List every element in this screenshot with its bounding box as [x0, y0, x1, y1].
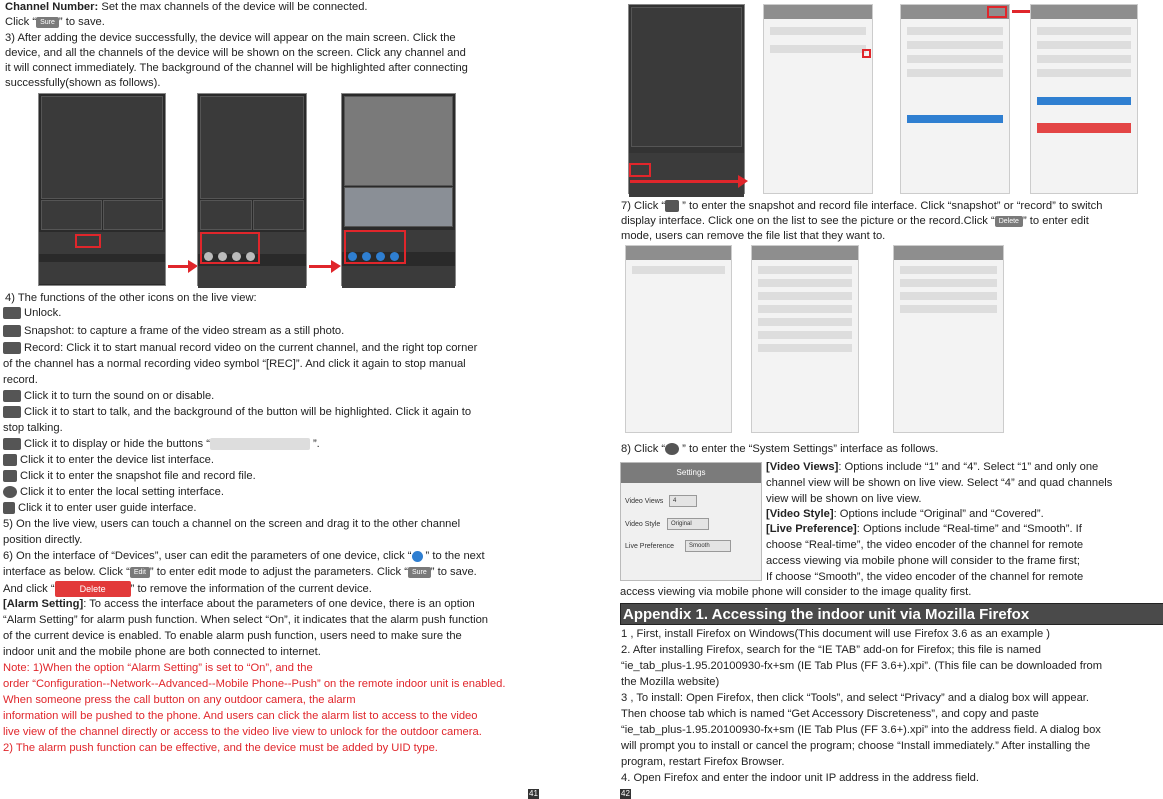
step7-line3: mode, users can remove the file list that they want to. [621, 230, 886, 242]
text: ” to save. [430, 566, 477, 578]
list-row [900, 305, 997, 313]
snaprec-line [3, 469, 256, 483]
text: Unlock. [24, 307, 62, 319]
snapshot-list-screenshot [625, 245, 732, 433]
text: ” to remove the information of the current device. [130, 582, 372, 595]
form-row [1037, 27, 1131, 35]
highlight-box [629, 163, 651, 177]
note-line5: live view of the channel directly or access to the video live view to unlock for the outdoor camera. [3, 726, 482, 738]
video-channel-cell [253, 200, 304, 230]
appendix-heading: Appendix 1. Accessing the indoor unit via Mozilla Firefox [620, 603, 1163, 625]
folder-icon [665, 200, 679, 212]
channel-number-selector [907, 115, 1003, 123]
live-view-screenshot-4 [628, 4, 745, 194]
form-row [907, 41, 1003, 49]
devlist-line [3, 453, 214, 467]
note-line3: When someone press the call button on any outdoor camera, the alarm [3, 694, 356, 706]
live-pref-line1 [766, 522, 1082, 536]
record-line2: of the channel has a normal recording video symbol “[REC]”. And click it again to stop manual [3, 358, 466, 370]
list-row [770, 27, 866, 35]
list-row [770, 45, 866, 53]
right-page [580, 0, 1163, 799]
text: display interface. Click one on the list to see the picture or the record.Click “ [621, 215, 995, 227]
video-style-line [766, 507, 1044, 521]
list-row [758, 318, 852, 326]
video-channel-cell [41, 200, 102, 230]
toolbar-row [39, 262, 165, 284]
save-instruction [5, 15, 105, 29]
video-channel-cell [200, 96, 304, 199]
alarm-line3: of the current device is enabled. To enable alarm push function, users need to make sure the [3, 630, 462, 642]
text: Click it to display or hide the buttons “ [24, 438, 210, 450]
alarm-line1 [3, 597, 475, 611]
text: ” to save. [58, 16, 105, 28]
record-line1 [3, 341, 477, 355]
text: Snapshot: to capture a frame of the video stream as a still photo. [24, 325, 345, 337]
text: Click it to enter the device list interface. [20, 454, 215, 466]
text: 8) Click “ [621, 443, 666, 455]
delete-button-image: Delete [55, 581, 131, 597]
alarm-line2: “Alarm Setting” for alarm push function. When select “On”, it indicates that the alarm push function [3, 614, 489, 626]
channel-number-label: Channel Number: [5, 1, 99, 13]
step7-line2 [621, 214, 1089, 228]
text: Click it to enter user guide interface. [18, 502, 197, 514]
video-style-label: Video Style [625, 521, 661, 528]
toolbar-row [342, 266, 455, 288]
title-bar [626, 246, 731, 260]
talk-phone-icon [3, 406, 21, 418]
text: Click it to enter the snapshot file and record file. [20, 470, 256, 482]
list-row [758, 344, 852, 352]
appendix-step1: 1 , First, install Firefox on Windows(This document will use Firefox 3.6 as an example ) [621, 628, 1051, 640]
appendix-step3-line3: “ie_tab_plus-1.95.20100930-fx+sm (IE Tab Plus (FF 3.6+).xpi” into the address field. A dialog box [621, 724, 1101, 736]
title-bar [752, 246, 858, 260]
title-bar [764, 5, 872, 19]
toolbar-row [39, 232, 165, 254]
step8-line [621, 442, 938, 456]
step3-line3: it will connect immediately. The background of the channel will be highlighted after connecting [5, 62, 468, 74]
step3-line4: successfully(shown as follows). [5, 77, 161, 89]
talk-line2: stop talking. [3, 422, 63, 434]
left-page [0, 0, 575, 799]
note-line1: Note: 1)When the option “Alarm Setting” is set to “On”, and the [3, 662, 313, 674]
sound-line [3, 389, 214, 403]
video-channel-cell [344, 96, 453, 186]
text: ” to enter edit mode to adjust the parameters. Click “ [149, 566, 408, 578]
channel-number-paragraph [5, 0, 368, 14]
localset-line [3, 485, 224, 499]
alarm-line4: indoor unit and the mobile phone are both connected to internet. [3, 646, 321, 658]
step3-line1: 3) After adding the device successfully, the device will appear on the main screen. Click the [5, 32, 456, 44]
appendix-step3-line5: program, restart Firefox Browser. [621, 756, 785, 768]
sure-button-image: Sure [408, 567, 431, 578]
form-row [1037, 69, 1131, 77]
live-view-screenshot-2 [197, 93, 307, 286]
delete-button-image: Delete [995, 216, 1023, 227]
text: ” to enter the “System Settings” interface as follows. [682, 443, 939, 455]
text: : Options include “Original” and “Covered”. [833, 508, 1044, 520]
text: 6) On the interface of “Devices”, user can edit the parameters of one device, click “ [3, 550, 412, 562]
form-row [907, 69, 1003, 77]
list-row [758, 292, 852, 300]
step5-line2: position directly. [3, 534, 83, 546]
video-views-label: Video Views [625, 498, 664, 505]
live-view-screenshot-1 [38, 93, 166, 286]
step3-line2: device, and all the channels of the device will be shown on the screen. Click any channel and [5, 47, 466, 59]
live-pref-line3: access viewing via mobile phone will consider to the frame first; [766, 555, 1081, 567]
highlight-box [344, 230, 406, 264]
edit-button-image: Edit [130, 567, 150, 578]
text: [Video Style] [766, 508, 834, 520]
video-channel-cell [200, 200, 252, 230]
video-views-line3: view will be shown on live view. [766, 493, 922, 505]
arrow-icon [309, 265, 333, 268]
unlock-line [3, 306, 61, 320]
text: 7) Click “ [621, 200, 666, 212]
page-number: 41 [529, 789, 538, 798]
list-row [758, 279, 852, 287]
text: Click it to turn the sound on or disable. [24, 390, 215, 402]
note-line2: order “Configuration--Network--Advanced--Mobile Phone--Push” on the remote indoor unit is enabled. [3, 678, 506, 690]
page-number: 42 [621, 789, 630, 798]
list-row [900, 292, 997, 300]
text: ” to enter edit [1022, 215, 1089, 227]
record-list-screenshot [751, 245, 859, 433]
live-preference-select: Smooth [685, 540, 731, 552]
note-line4: information will be pushed to the phone. And users can click the alarm list to access to the video [3, 710, 478, 722]
appendix-step2-line3: the Mozilla website) [621, 676, 720, 688]
arrow-icon [630, 180, 740, 183]
live-pref-line4: If choose “Smooth”, the video encoder of the channel for remote [766, 571, 1084, 583]
more-line [3, 437, 320, 451]
text: [Live Preference] [766, 523, 857, 535]
highlight-box [862, 49, 871, 58]
form-row [907, 55, 1003, 63]
talk-line1 [3, 405, 471, 419]
live-preference-label: Live Preference [625, 543, 675, 550]
list-row [758, 266, 852, 274]
more-dots-icon [3, 438, 21, 450]
arrow-icon [168, 265, 190, 268]
delete-bar [1037, 123, 1131, 133]
device-save-screenshot [1030, 4, 1138, 194]
arrow-circle-icon [412, 551, 423, 562]
step6-line1 [3, 549, 485, 563]
step6-line2 [3, 565, 477, 579]
appendix-step2-line2: “ie_tab_plus-1.95.20100930-fx+sm (IE Tab Plus (FF 3.6+).xpi”. (This file can be downloaded from [621, 660, 1103, 672]
record-line3: record. [3, 374, 38, 386]
video-views-line1 [766, 460, 1098, 474]
text: : Options include “Real-time” and “Smooth”. If [856, 523, 1082, 535]
text: : To access the interface about the parameters of one device, there is an option [83, 598, 475, 610]
sure-button-image: Sure [36, 17, 59, 28]
form-row [907, 27, 1003, 35]
toolbar-row [198, 266, 306, 288]
step6-line3 [3, 581, 372, 597]
gear-icon [3, 486, 17, 498]
gear-icon [665, 443, 679, 455]
video-channel-cell [103, 200, 163, 230]
text: : Options include “1” and “4”. Select “1” and only one [838, 461, 1099, 473]
video-record-icon [3, 342, 21, 354]
text: Record: Click it to start manual record video on the current channel, and the right top corner [24, 342, 478, 354]
live-pref-line5: access viewing via mobile phone will consider to the image quality first. [620, 586, 972, 598]
video-channel-cell [41, 96, 163, 199]
video-style-select: Original [667, 518, 709, 530]
guide-line [3, 501, 196, 515]
form-row [1037, 41, 1131, 49]
text: ” to the next [425, 550, 485, 562]
list-row [900, 266, 997, 274]
text: And click “ [3, 582, 55, 595]
text: Click it to start to talk, and the background of the button will be highlighted. Click it again to [24, 406, 472, 418]
step7-line1 [621, 199, 1102, 213]
appendix-step4: 4. Open Firefox and enter the indoor unit IP address in the address field. [621, 772, 980, 784]
camera-icon [3, 325, 21, 337]
list-row [632, 266, 725, 274]
text: [Video Views] [766, 461, 839, 473]
settings-title: Settings [621, 463, 761, 483]
list-row [758, 331, 852, 339]
list-row [758, 305, 852, 313]
note-line6: 2) The alarm push function can be effective, and the device must be added by UID type. [3, 742, 438, 754]
appendix-step3-line1: 3 , To install: Open Firefox, then click “Tools”, and select “Privacy” and a dialog box will appear. [621, 692, 1090, 704]
help-icon [3, 502, 15, 514]
text: interface as below. Click “ [3, 566, 130, 578]
arrow-icon [1012, 10, 1032, 13]
step5-line1: 5) On the live view, users can touch a channel on the screen and drag it to the other channel [3, 518, 461, 530]
highlight-box [75, 234, 101, 248]
device-edit-screenshot [900, 4, 1010, 194]
file-edit-screenshot [893, 245, 1004, 433]
video-channel-cell [344, 187, 453, 227]
step4-title: 4) The functions of the other icons on the live view: [5, 292, 257, 304]
toolbar-row [629, 175, 744, 197]
text: ”. [312, 438, 320, 450]
text: Click it to enter the local setting interface. [20, 486, 224, 498]
video-views-select: 4 [669, 495, 697, 507]
channel-number-selector [1037, 97, 1131, 105]
video-views-line2: channel view will be shown on live view. Select “4” and quad channels [766, 477, 1113, 489]
snapshot-line [3, 324, 344, 338]
key-icon [3, 307, 21, 319]
highlight-box [987, 6, 1007, 18]
text: ” to enter the snapshot and record file interface. Click “snapshot” or “record” to switch [682, 200, 1103, 212]
device-list-icon [3, 454, 17, 466]
speaker-icon [3, 390, 21, 402]
form-row [1037, 55, 1131, 63]
title-bar [894, 246, 1003, 260]
appendix-step3-line2: Then choose tab which is named “Get Accessory Discreteness”, and copy and paste [621, 708, 1039, 720]
video-channel-cell [631, 7, 742, 147]
live-view-screenshot-3 [341, 93, 456, 286]
highlight-box [200, 232, 260, 264]
list-row [900, 279, 997, 287]
appendix-step3-line4: will prompt you to install or cancel the program; choose “Install immediately.” After installing the [621, 740, 1091, 752]
title-bar [1031, 5, 1137, 19]
button-strip-icon [210, 438, 310, 450]
text: Click “ [5, 16, 37, 28]
devices-screenshot [763, 4, 873, 194]
appendix-step2-line1: 2. After installing Firefox, search for the “IE TAB” add-on for Firefox; this file is named [621, 644, 1041, 656]
folder-icon [3, 470, 17, 482]
text: [Alarm Setting] [3, 598, 84, 610]
live-pref-line2: choose “Real-time”, the video encoder of the channel for remote [766, 539, 1084, 551]
channel-number-text: Set the max channels of the device will be connected. [98, 1, 368, 13]
system-settings-screenshot [620, 462, 762, 581]
